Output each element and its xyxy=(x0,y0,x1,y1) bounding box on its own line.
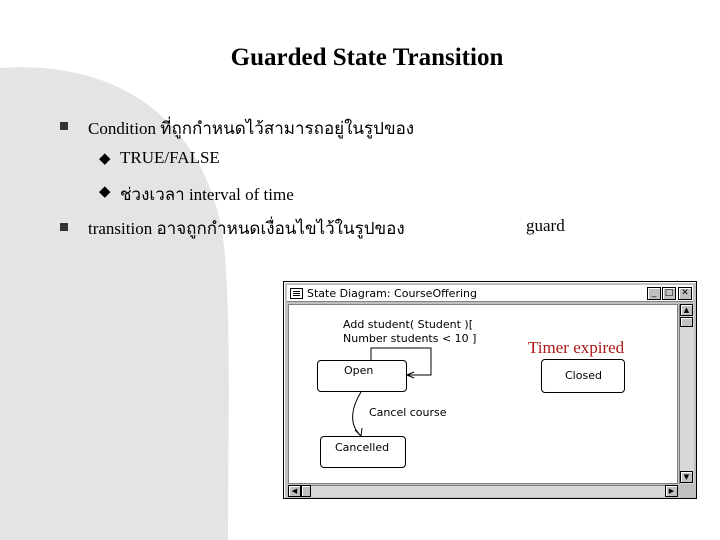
vertical-scrollbar[interactable] xyxy=(679,304,694,484)
slide-title: Guarded State Transition xyxy=(230,44,504,71)
maximize-button[interactable]: □ xyxy=(662,287,676,300)
diagram-canvas[interactable] xyxy=(288,304,678,484)
timer-expired-annotation: Timer expired xyxy=(528,338,625,357)
sub-bullet-interval: ช่วงเวลา interval of time xyxy=(120,185,294,204)
state-open-label: Open xyxy=(344,364,374,377)
scroll-thumb-horizontal[interactable] xyxy=(301,485,311,497)
bullet-guard-word: guard xyxy=(526,216,565,235)
state-open[interactable] xyxy=(317,360,407,392)
scroll-thumb[interactable] xyxy=(680,317,693,327)
sub-bullet-true-false: TRUE/FALSE xyxy=(120,148,220,167)
bullet-transition: transition อาจถูกกำหนดเงื่อนไขไว้ในรูปของ xyxy=(88,219,405,238)
state-cancelled-label: Cancelled xyxy=(335,441,390,454)
state-diagram-window xyxy=(283,281,697,499)
guard-condition-line2: Number students < 10 ] xyxy=(343,332,477,345)
scroll-left-icon[interactable]: ◀ xyxy=(288,485,301,497)
state-closed-label: Closed xyxy=(565,369,602,382)
diamond-bullet-icon: ◆ xyxy=(99,151,111,167)
state-cancelled[interactable] xyxy=(320,436,406,468)
diamond-bullet-icon: ◆ xyxy=(99,184,111,200)
bullet-condition: Condition ที่ถูกกำหนดไว้สามารถอยู่ในรูปของ xyxy=(88,119,415,138)
minimize-button[interactable]: _ xyxy=(647,287,661,300)
square-bullet-icon xyxy=(60,122,68,130)
state-closed[interactable] xyxy=(541,359,625,393)
cancel-course-label: Cancel course xyxy=(369,406,447,419)
window-titlebar[interactable] xyxy=(287,285,693,302)
scroll-right-icon[interactable]: ▶ xyxy=(665,485,678,497)
square-bullet-icon xyxy=(60,223,68,231)
scroll-down-icon[interactable]: ▼ xyxy=(680,471,693,483)
diagram-icon xyxy=(290,288,303,299)
window-title: State Diagram: CourseOffering xyxy=(307,287,477,300)
scroll-up-icon[interactable]: ▲ xyxy=(680,304,693,316)
horizontal-scrollbar[interactable] xyxy=(288,485,678,497)
close-button[interactable]: ✕ xyxy=(678,287,692,300)
guard-condition-line1: Add student( Student )[ xyxy=(343,318,474,331)
